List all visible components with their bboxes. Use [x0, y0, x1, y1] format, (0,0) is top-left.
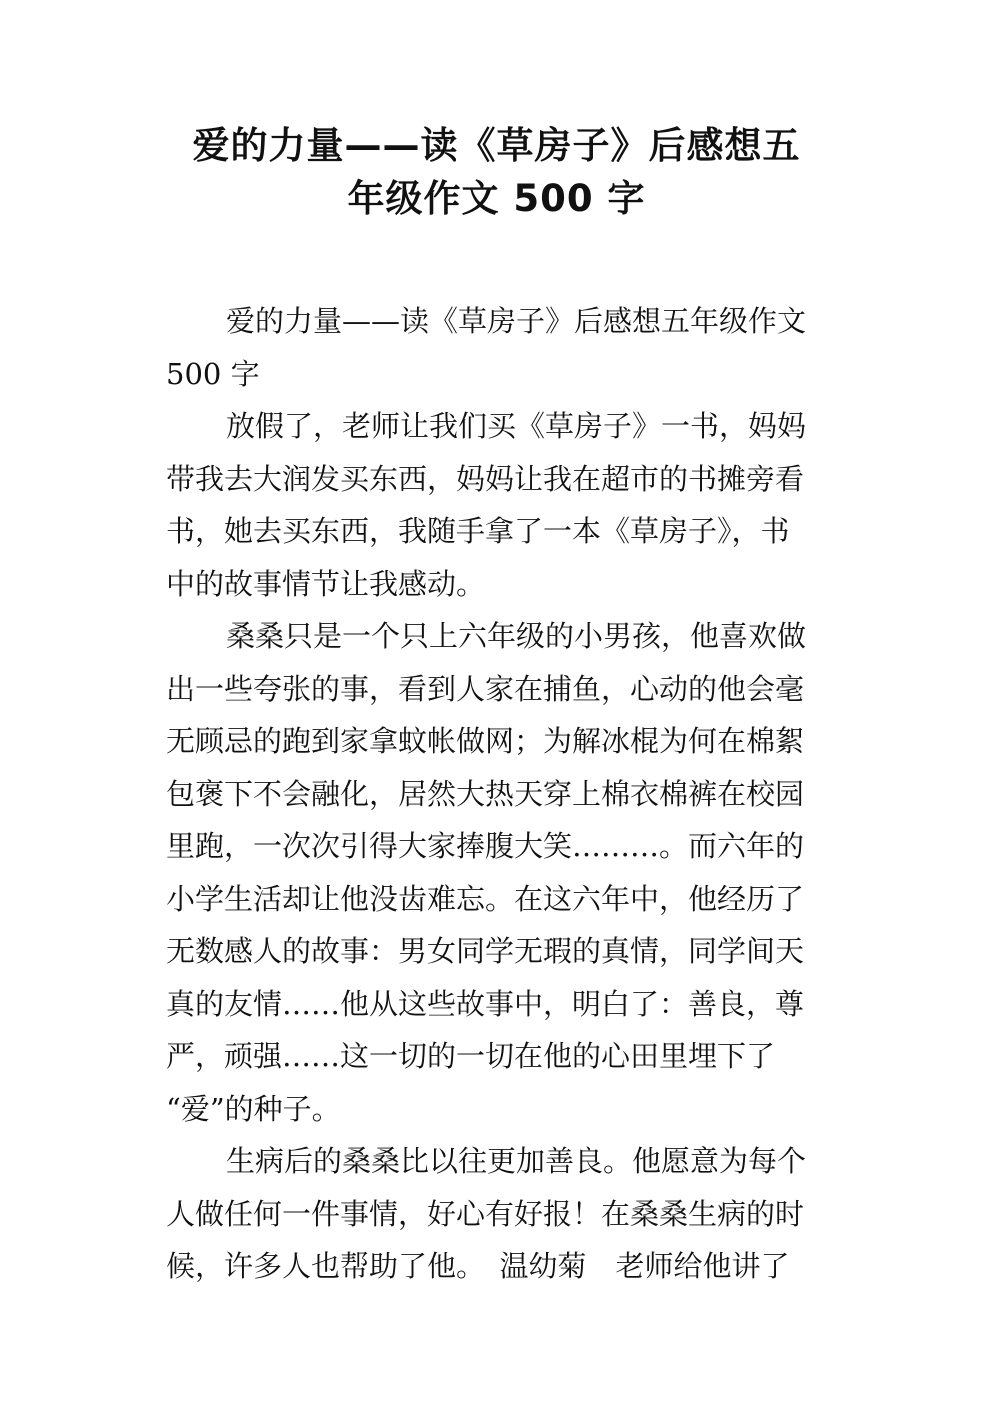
text-line: 人做任何一件事情，好心有好报！在桑桑生病的时 — [166, 1196, 805, 1231]
text-line: 真的友情……他从这些故事中，明白了：善良，尊 — [166, 986, 805, 1021]
text-line: 500 字 — [166, 356, 260, 391]
text-line: 放假了，老师让我们买《草房子》一书，妈妈 — [226, 409, 807, 443]
text-line: 中的故事情节让我感动。 — [166, 566, 486, 601]
text-line: 里跑，一次次引得大家捧腹大笑………。而六年的 — [166, 829, 805, 863]
title-line-2: 年级作文 500 字 — [347, 176, 646, 220]
text-line: 出一些夸张的事，看到人家在捕鱼，心动的他会毫 — [166, 671, 805, 706]
title-line-1: 爱的力量——读《草房子》后感想五 — [192, 124, 801, 167]
text-line: 严，顽强……这一切的一切在他的心田里埋下了 — [166, 1039, 776, 1073]
paragraph-2 — [166, 400, 831, 610]
paragraph-3 — [166, 610, 831, 1135]
text-line: “爱”的种子。 — [166, 1091, 341, 1126]
document-body — [166, 295, 831, 1293]
text-line: 书，她去买东西，我随手拿了一本《草房子》，书 — [166, 514, 790, 548]
text-line: 候，许多人也帮助了他。 温幼菊 老师给他讲了 — [166, 1249, 790, 1283]
paragraph-1 — [166, 295, 831, 400]
document-title — [150, 118, 843, 223]
text-line: 生病后的桑桑比以往更加善良。他愿意为每个 — [226, 1144, 807, 1178]
paragraph-4 — [166, 1135, 831, 1293]
text-line: 爱的力量——读《草房子》后感想五年级作文 — [226, 304, 807, 338]
text-line: 小学生活却让他没齿难忘。在这六年中，他经历了 — [166, 881, 805, 916]
text-line: 无数感人的故事：男女同学无瑕的真情，同学间天 — [166, 934, 805, 968]
text-line: 桑桑只是一个只上六年级的小男孩，他喜欢做 — [226, 619, 807, 653]
text-line: 包褒下不会融化，居然大热天穿上棉衣棉裤在校园 — [166, 776, 805, 811]
text-line: 无顾忌的跑到家拿蚊帐做网；为解冰棍为何在棉絮 — [166, 724, 805, 758]
text-line: 带我去大润发买东西，妈妈让我在超市的书摊旁看 — [166, 461, 805, 496]
